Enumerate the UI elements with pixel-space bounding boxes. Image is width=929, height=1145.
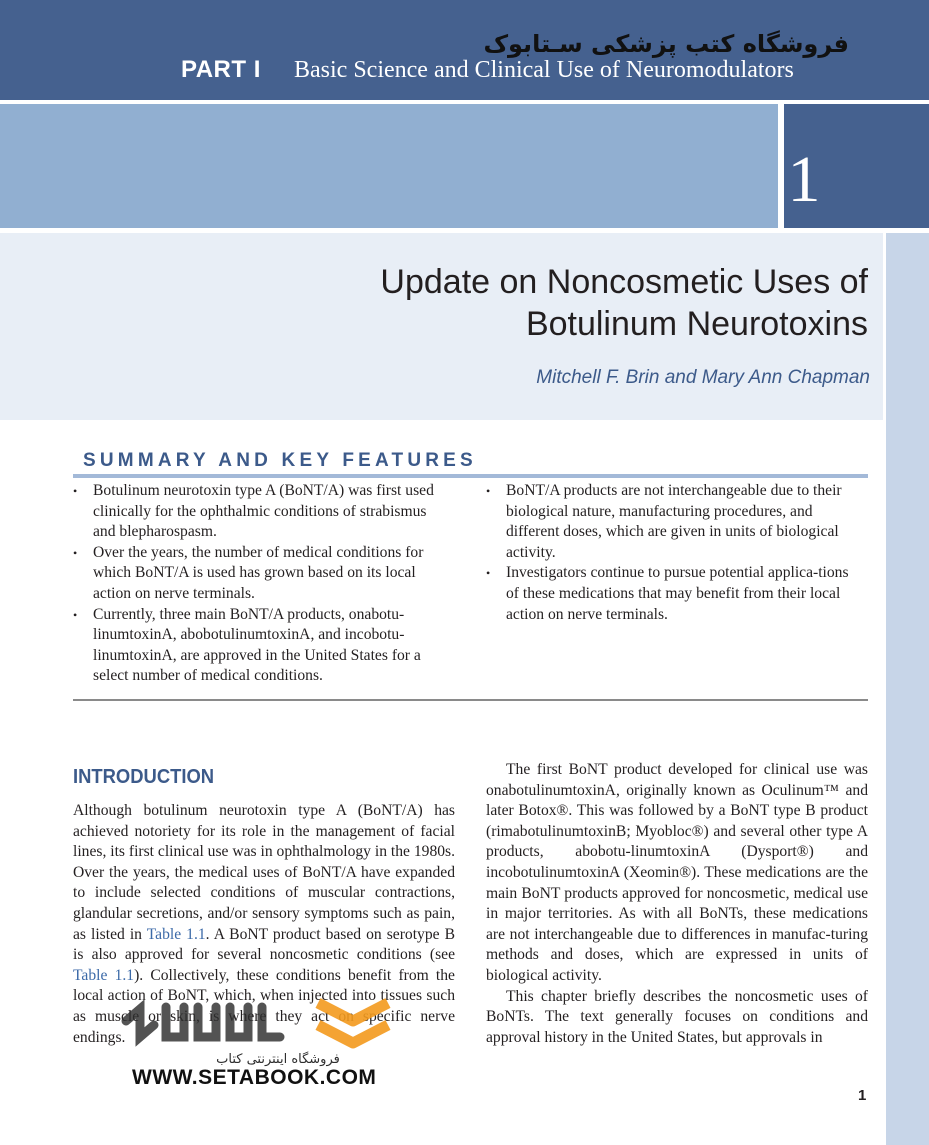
table-reference-link[interactable]: Table 1.1 (146, 925, 206, 943)
page-number: 1 (858, 1087, 867, 1104)
chapter-number: 1 (787, 143, 821, 216)
chapter-title (268, 261, 868, 345)
body-paragraph: The first BoNT product developed for clinical use was onabotulinumtoxinA, originally known as Oculinum™ and later Botox®. This was followed by a BoNT type B product (rimabotulinumtoxinB; Myobloc®) and several other type A products, abobotu-linumtoxinA (Dysport®) and incobotulinumtoxinA (Xeomin®). These medications are the main BoNT products approved for noncosmetic, medical use in major territories. As with all BoNTs, these medications are not interchangeable due to differences in manufac-turing methods and doses, which are expressed in units of biological activity. (486, 761, 868, 984)
setabook-logo (118, 985, 418, 1070)
chapter-number-box (784, 104, 929, 228)
summary-heading-rule (73, 474, 868, 478)
logo-tagline: فروشگاه اینترنتی کتاب (216, 1052, 340, 1067)
chapter-band (0, 104, 778, 228)
summary-bullet: • Currently, three main BoNT/A products, onabotu-linumtoxinA, abobotulinumtoxinA, and incobotu-linumtoxinA, are approved in the United States for a select number of medical conditions. (73, 605, 448, 687)
part-label: PART I (181, 56, 261, 83)
summary-bullet: • Botulinum neurotoxin type A (BoNT/A) was first used clinically for the ophthalmic conditions of strabismus and blepharospasm. (73, 481, 448, 543)
intro-text-part: Although botulinum neurotoxin type A (BoNT/A) has achieved notoriety for its role in the management of facial lines, its first clinical use was in ophthalmology in the 1980s. Over the years, the medical uses of BoNT/A have expanded to include selected conditions of muscular contractions, glandular secretions, and/or sensory symptoms such as pain, as listed in (73, 802, 456, 943)
watermark-persian-text: فروشگاه کتب پزشکی سـتابوک (483, 30, 849, 58)
introduction-heading: INTRODUCTION (73, 766, 215, 788)
body-paragraph: This chapter briefly describes the noncosmetic uses of BoNTs. The text generally focuses on conditions and approval history in the United States, but approvals in (486, 987, 868, 1046)
side-strip (886, 233, 929, 1145)
intro-text-part: ). Collectively, these conditions benefit from the local action of BoNT, which, when injected into tissues such as muscle or skin, is where they act on specific nerve endings. (73, 966, 455, 1046)
chapter-authors: Mitchell F. Brin and Mary Ann Chapman (536, 367, 870, 388)
setabook-logo-graphic (118, 985, 418, 1070)
summary-bullet: • Over the years, the number of medical conditions for which BoNT/A is used has grown based on its local action on nerve terminals. (73, 543, 448, 605)
intro-text-part: . A BoNT product based on serotype B is also approved for several noncosmetic conditions (see (73, 925, 455, 964)
chapter-title-line1: Update on Noncosmetic Uses of (380, 263, 868, 301)
summary-right-column (486, 481, 862, 625)
summary-bullet: • Investigators continue to pursue potential applica-tions of these medications that may benefit from their local action on nerve terminals. (486, 563, 862, 625)
watermark-url[interactable]: WWW.SETABOOK.COM (132, 1066, 377, 1089)
summary-left-column (73, 481, 448, 687)
summary-bottom-rule (73, 699, 868, 701)
summary-bullet: • BoNT/A products are not interchangeable due to their biological nature, manufacturing procedures, and different doses, which are given in units of biological activity. (486, 481, 862, 563)
part-title: Basic Science and Clinical Use of Neuromodulators (294, 57, 794, 83)
table-reference-link[interactable]: Table 1.1 (73, 966, 135, 984)
summary-heading: SUMMARY AND KEY FEATURES (83, 450, 477, 471)
chapter-title-line2: Botulinum Neurotoxins (525, 305, 868, 343)
right-body-column (486, 760, 868, 1048)
